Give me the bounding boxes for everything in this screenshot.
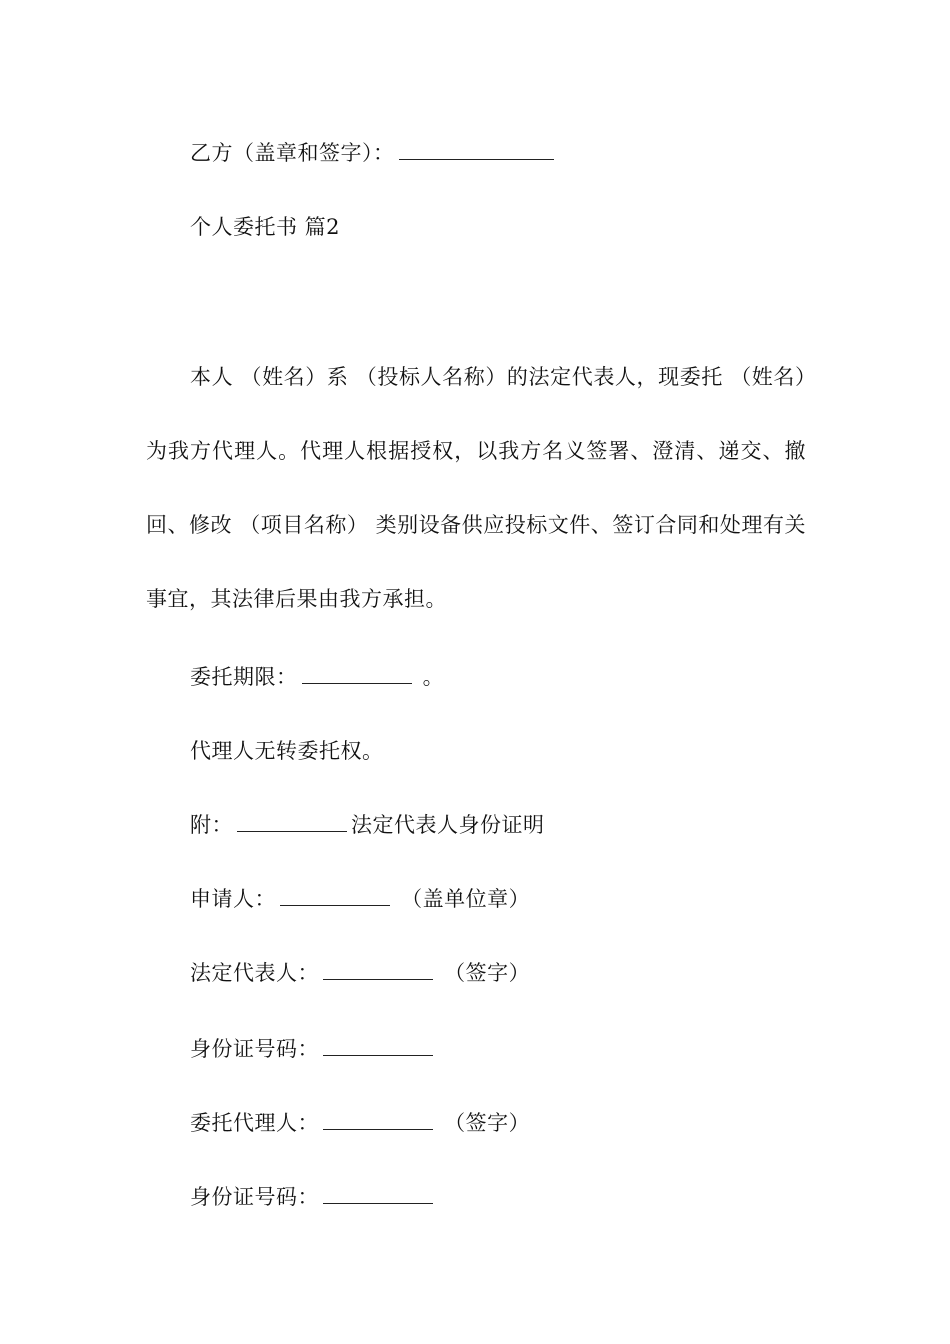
term-suffix: 。 (415, 665, 445, 689)
agent-suffix: （签字） (437, 1111, 531, 1135)
applicant-blank (280, 885, 390, 906)
party-b-label: 乙方（盖章和签字）： (190, 141, 395, 165)
agent-label: 委托代理人： (190, 1111, 319, 1135)
id-number-line-2 (190, 1182, 437, 1212)
id-number-label-1: 身份证号码： (190, 1037, 319, 1061)
legal-rep-line (190, 958, 530, 988)
attachment-blank (237, 811, 347, 832)
id-number-blank-2 (323, 1183, 433, 1204)
agent-blank (323, 1109, 433, 1130)
agent-line (190, 1108, 530, 1138)
body-paragraph: 本人 （姓名）系 （投标人名称）的法定代表人，现委托 （姓名）为我方代理人。代理人根据授权，以我方名义签署、澄清、递交、撤回、修改 （项目名称） 类别设备供应投标文件、签订合同和处理有关事宜，其法律后果由我方承担。 (146, 365, 806, 611)
id-number-label-2: 身份证号码： (190, 1185, 319, 1209)
id-number-blank-1 (323, 1035, 433, 1056)
term-label: 委托期限： (190, 665, 298, 689)
legal-rep-blank (323, 959, 433, 980)
section-title: 个人委托书 篇2 (190, 215, 341, 239)
applicant-suffix: （盖单位章） (394, 887, 531, 911)
legal-rep-suffix: （签字） (437, 961, 531, 985)
term-blank (302, 663, 412, 684)
applicant-label: 申请人： (190, 887, 276, 911)
term-line (190, 662, 444, 692)
party-b-signature-line (190, 138, 558, 168)
party-b-blank (399, 139, 554, 160)
applicant-line (190, 884, 530, 914)
legal-rep-label: 法定代表人： (190, 961, 319, 985)
id-number-line-1 (190, 1034, 437, 1064)
attachment-label: 附： (190, 813, 233, 837)
no-subdelegation-text: 代理人无转委托权。 (190, 739, 384, 763)
attachment-line (190, 810, 545, 840)
attachment-suffix: 法定代表人身份证明 (351, 813, 545, 837)
